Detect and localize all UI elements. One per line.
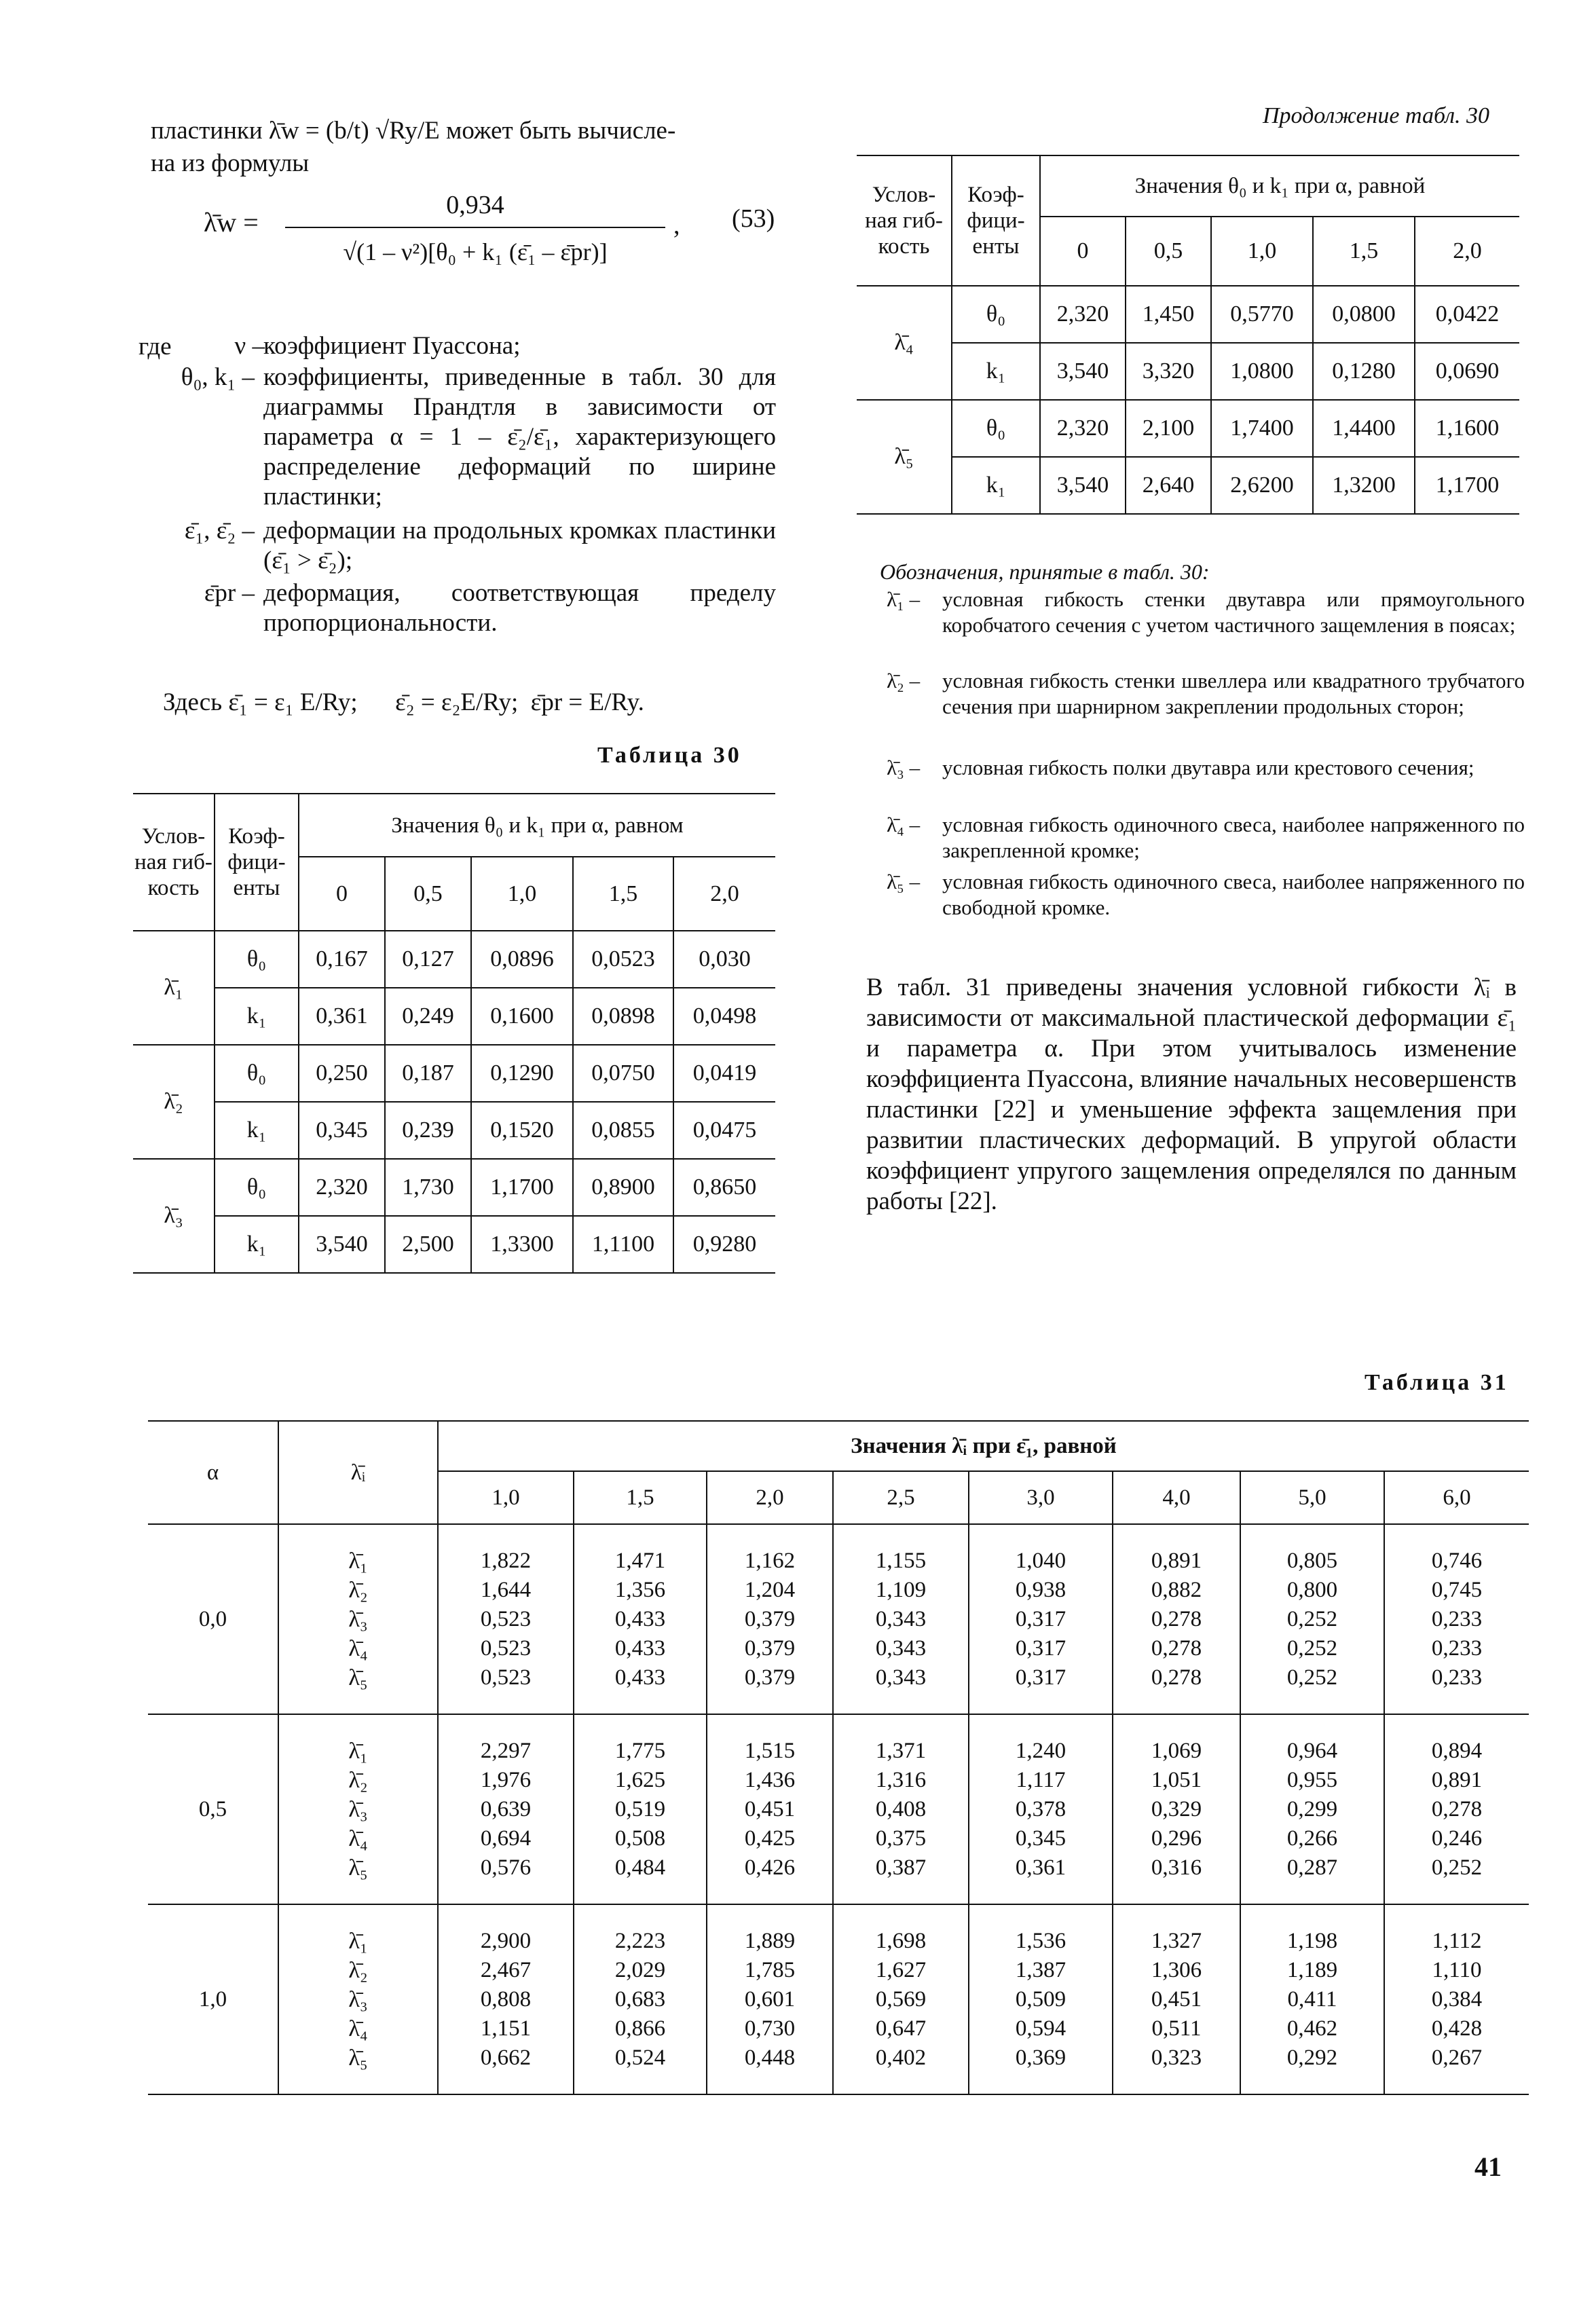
notes-title: Обозначения, принятые в табл. 30: bbox=[880, 559, 1210, 584]
table-cell: 0,0475 bbox=[673, 1102, 775, 1159]
table-cell: 0,9280 bbox=[673, 1216, 775, 1273]
table-cell: 0,030 bbox=[673, 931, 775, 988]
intro-line-1: пластинки λ̄w = (b/t) √Ry/E может быть вычисле- bbox=[151, 117, 676, 145]
coef-label: θ₀ bbox=[215, 1045, 299, 1102]
table-cell: 0,746 0,745 0,233 0,233 0,233 bbox=[1384, 1524, 1529, 1714]
header-alpha: 1,5 bbox=[1313, 217, 1415, 286]
table-cell: 0,0498 bbox=[673, 988, 775, 1045]
table31-caption: Таблица 31 bbox=[1365, 1370, 1509, 1395]
header-eps: 5,0 bbox=[1240, 1471, 1384, 1524]
table-cell: 0,1280 bbox=[1313, 343, 1415, 400]
table-cell: 2,223 2,029 0,683 0,866 0,524 bbox=[574, 1904, 707, 2094]
slenderness-label: λ̄₄ bbox=[857, 286, 952, 400]
definition-item: ε̄pr – деформация, соответствующая пределу пропорциональности. bbox=[204, 579, 776, 637]
header-alpha: 1,0 bbox=[471, 857, 573, 931]
table-row bbox=[133, 988, 775, 1045]
page-number: 41 bbox=[1474, 2151, 1502, 2182]
table-cell: 0,167 bbox=[299, 931, 385, 988]
note-item: λ̄₅ – условная гибкость одиночного свеса, наиболее напряженного по свободной кромке. bbox=[887, 870, 1525, 919]
table-cell: 1,0800 bbox=[1211, 343, 1313, 400]
table-cell: 2,320 bbox=[1040, 286, 1126, 343]
table-cell: 0,0690 bbox=[1415, 343, 1519, 400]
table-cell: 2,500 bbox=[385, 1216, 471, 1273]
table-cell: 1,698 1,627 0,569 0,647 0,402 bbox=[833, 1904, 969, 2094]
table-cell: 0,0898 bbox=[573, 988, 673, 1045]
table-cell: 1,040 0,938 0,317 0,317 0,317 bbox=[969, 1524, 1113, 1714]
table-cell: 1,162 1,204 0,379 0,379 0,379 bbox=[707, 1524, 833, 1714]
table-cell: 3,320 bbox=[1126, 343, 1211, 400]
table-cell: 1,3200 bbox=[1313, 457, 1415, 514]
table-cell: 0,0523 bbox=[573, 931, 673, 988]
table-cell: 2,6200 bbox=[1211, 457, 1313, 514]
table-cell: 0,891 0,882 0,278 0,278 0,278 bbox=[1113, 1524, 1240, 1714]
table-row bbox=[133, 1102, 775, 1159]
header-alpha: 1,0 bbox=[1211, 217, 1313, 286]
table-row bbox=[148, 1904, 1529, 2094]
table-row bbox=[148, 1714, 1529, 1904]
table30-caption: Таблица 30 bbox=[597, 743, 742, 768]
here-definitions: Здесь ε̄₁ = ε₁ E/Ry; ε̄₂ = ε₂E/Ry; ε̄pr = E/Ry. bbox=[163, 688, 644, 716]
table-cell: 1,822 1,644 0,523 0,523 0,523 bbox=[438, 1524, 574, 1714]
table-cell: 0,239 bbox=[385, 1102, 471, 1159]
header-eps: 2,5 bbox=[833, 1471, 969, 1524]
table-cell: 0,250 bbox=[299, 1045, 385, 1102]
lambda-list: λ̄₁ λ̄₂ λ̄₃ λ̄₄ λ̄₅ bbox=[278, 1714, 438, 1904]
table-cell: 1,198 1,189 0,411 0,462 0,292 bbox=[1240, 1904, 1384, 2094]
coef-label: k₁ bbox=[952, 343, 1040, 400]
table-cell: 0,361 bbox=[299, 988, 385, 1045]
where-label: где bbox=[138, 333, 172, 360]
header-alpha: 0 bbox=[299, 857, 385, 931]
coef-label: k₁ bbox=[215, 1216, 299, 1273]
coef-label: k₁ bbox=[215, 1102, 299, 1159]
table-cell: 1,371 1,316 0,408 0,375 0,387 bbox=[833, 1714, 969, 1904]
table-cell: 3,540 bbox=[299, 1216, 385, 1273]
alpha-value: 0,5 bbox=[148, 1714, 278, 1904]
formula-number: (53) bbox=[732, 204, 775, 233]
table-cell: 2,320 bbox=[1040, 400, 1126, 457]
definition-item: ν – коэффициент Пуассона; bbox=[234, 332, 521, 360]
header-eps: 1,5 bbox=[574, 1471, 707, 1524]
table-cell: 2,100 bbox=[1126, 400, 1211, 457]
table-cell: 1,3300 bbox=[471, 1216, 573, 1273]
table-cell: 0,8650 bbox=[673, 1159, 775, 1216]
table-cell: 0,187 bbox=[385, 1045, 471, 1102]
header-alpha: 2,0 bbox=[673, 857, 775, 931]
coef-label: θ₀ bbox=[952, 286, 1040, 343]
note-item: λ̄₁ – условная гибкость стенки двутавра или прямоугольного коробчатого сечения с учетом частичного защемления в поясах; bbox=[887, 587, 1525, 637]
table-cell: 0,0855 bbox=[573, 1102, 673, 1159]
table-cell: 2,640 bbox=[1126, 457, 1211, 514]
table-cell: 1,515 1,436 0,451 0,425 0,426 bbox=[707, 1714, 833, 1904]
coef-label: θ₀ bbox=[215, 931, 299, 988]
header-alpha: 0 bbox=[1040, 217, 1126, 286]
table-row bbox=[133, 1159, 775, 1216]
header-eps: 6,0 bbox=[1384, 1471, 1529, 1524]
table-cell: 2,900 2,467 0,808 1,151 0,662 bbox=[438, 1904, 574, 2094]
table-cell: 1,1700 bbox=[471, 1159, 573, 1216]
table-30-continuation bbox=[857, 155, 1519, 515]
table-31 bbox=[148, 1420, 1529, 2095]
header-conditional-slenderness: Услов-ная гиб-кость bbox=[857, 155, 952, 286]
table-cell: 0,8900 bbox=[573, 1159, 673, 1216]
coef-label: θ₀ bbox=[952, 400, 1040, 457]
definition-item: ε̄₁, ε̄₂ – деформации на продольных кромках пластинки (ε̄₁ > ε̄₂); bbox=[184, 517, 776, 574]
note-item: λ̄₂ – условная гибкость стенки швеллера или квадратного трубчатого сечения при шарнирном закреплении продольных сторон; bbox=[887, 669, 1525, 718]
table-cell: 2,297 1,976 0,639 0,694 0,576 bbox=[438, 1714, 574, 1904]
note-item: λ̄₃ – условная гибкость полки двутавра или крестового сечения; bbox=[887, 756, 1474, 779]
table-cell: 1,240 1,117 0,378 0,345 0,361 bbox=[969, 1714, 1113, 1904]
table-cell: 1,471 1,356 0,433 0,433 0,433 bbox=[574, 1524, 707, 1714]
header-alpha: 2,0 bbox=[1415, 217, 1519, 286]
table-row bbox=[857, 400, 1519, 457]
table-cell: 1,775 1,625 0,519 0,508 0,484 bbox=[574, 1714, 707, 1904]
header-alpha: 0,5 bbox=[385, 857, 471, 931]
lambda-list: λ̄₁ λ̄₂ λ̄₃ λ̄₄ λ̄₅ bbox=[278, 1524, 438, 1714]
table-cell: 0,0422 bbox=[1415, 286, 1519, 343]
table-row bbox=[857, 286, 1519, 343]
header-values: Значения λ̄ᵢ при ε̄₁, равной bbox=[438, 1421, 1529, 1471]
header-values: Значения θ₀ и k₁ при α, равной bbox=[1040, 155, 1519, 217]
table-cell: 0,0419 bbox=[673, 1045, 775, 1102]
table-row bbox=[133, 1045, 775, 1102]
header-alpha: α bbox=[148, 1421, 278, 1524]
table-cell: 0,894 0,891 0,278 0,246 0,252 bbox=[1384, 1714, 1529, 1904]
table-cell: 1,112 1,110 0,384 0,428 0,267 bbox=[1384, 1904, 1529, 2094]
table-cell: 0,1600 bbox=[471, 988, 573, 1045]
table-cell: 1,155 1,109 0,343 0,343 0,343 bbox=[833, 1524, 969, 1714]
table-cell: 1,4400 bbox=[1313, 400, 1415, 457]
header-conditional-slenderness: Услов-ная гиб-кость bbox=[133, 794, 215, 931]
slenderness-label: λ̄₂ bbox=[133, 1045, 215, 1159]
table-row bbox=[857, 343, 1519, 400]
table-cell: 0,1520 bbox=[471, 1102, 573, 1159]
coef-label: k₁ bbox=[215, 988, 299, 1045]
table-cell: 1,069 1,051 0,329 0,296 0,316 bbox=[1113, 1714, 1240, 1904]
table-cell: 0,5770 bbox=[1211, 286, 1313, 343]
header-values: Значения θ₀ и k₁ при α, равном bbox=[299, 794, 775, 857]
coef-label: k₁ bbox=[952, 457, 1040, 514]
table-cell: 3,540 bbox=[1040, 457, 1126, 514]
alpha-value: 1,0 bbox=[148, 1904, 278, 2094]
table-cell: 1,1100 bbox=[573, 1216, 673, 1273]
alpha-value: 0,0 bbox=[148, 1524, 278, 1714]
table-cell: 0,805 0,800 0,252 0,252 0,252 bbox=[1240, 1524, 1384, 1714]
table-row bbox=[133, 1216, 775, 1273]
table-cell: 1,536 1,387 0,509 0,594 0,369 bbox=[969, 1904, 1113, 2094]
formula-lhs: λ̄w = bbox=[204, 207, 259, 238]
header-lambda: λ̄ᵢ bbox=[278, 1421, 438, 1524]
table-cell: 0,1290 bbox=[471, 1045, 573, 1102]
table-cell: 0,345 bbox=[299, 1102, 385, 1159]
table-cell: 0,0750 bbox=[573, 1045, 673, 1102]
table-cell: 0,0896 bbox=[471, 931, 573, 988]
table-cell: 1,730 bbox=[385, 1159, 471, 1216]
slenderness-label: λ̄₁ bbox=[133, 931, 215, 1045]
slenderness-label: λ̄₃ bbox=[133, 1159, 215, 1273]
header-alpha: 0,5 bbox=[1126, 217, 1211, 286]
table-30 bbox=[133, 793, 775, 1274]
note-item: λ̄₄ – условная гибкость одиночного свеса, наиболее напряженного по закрепленной кромке; bbox=[887, 813, 1525, 862]
table-cell: 1,450 bbox=[1126, 286, 1211, 343]
paragraph-table31-intro: В табл. 31 приведены значения условной гибкости λ̄ᵢ в зависимости от максимальной пластической деформации ε̄₁ и параметра α. При этом учитывалось изменение коэффициента Пуассона, влияние начальных несовершенств пластинки [22] и уменьшение эффекта защемления при развитии пластических деформаций. В упругой области коэффициент упругого защемления определялся по данным работы [22]. bbox=[866, 974, 1517, 1215]
header-eps: 4,0 bbox=[1113, 1471, 1240, 1524]
header-coefficients: Коэф-фици-енты bbox=[952, 155, 1040, 286]
formula-denominator: √(1 – ν²)[θ₀ + k₁ (ε̄₁ – ε̄pr)] bbox=[343, 238, 608, 265]
table-row bbox=[148, 1524, 1529, 1714]
formula-fraction-line bbox=[285, 227, 665, 228]
table-cell: 0,964 0,955 0,299 0,266 0,287 bbox=[1240, 1714, 1384, 1904]
table-cell: 1,889 1,785 0,601 0,730 0,448 bbox=[707, 1904, 833, 2094]
definition-item: θ₀, k₁ – коэффициенты, приведенные в табл. 30 для диаграммы Прандтля в зависимости от параметра α = 1 – ε̄₂/ε̄₁, характеризующего распределение деформаций по ширине пластинки; bbox=[181, 363, 776, 511]
table-cell: 1,7400 bbox=[1211, 400, 1313, 457]
table-cell: 1,1700 bbox=[1415, 457, 1519, 514]
continuation-caption: Продолжение табл. 30 bbox=[1263, 103, 1490, 128]
header-eps: 3,0 bbox=[969, 1471, 1113, 1524]
table-cell: 3,540 bbox=[1040, 343, 1126, 400]
table-cell: 0,249 bbox=[385, 988, 471, 1045]
formula-comma: , bbox=[673, 211, 680, 240]
header-eps: 2,0 bbox=[707, 1471, 833, 1524]
table-cell: 1,327 1,306 0,451 0,511 0,323 bbox=[1113, 1904, 1240, 2094]
table-cell: 0,127 bbox=[385, 931, 471, 988]
table-cell: 2,320 bbox=[299, 1159, 385, 1216]
table-cell: 0,0800 bbox=[1313, 286, 1415, 343]
formula-numerator: 0,934 bbox=[446, 191, 504, 219]
coef-label: θ₀ bbox=[215, 1159, 299, 1216]
slenderness-label: λ̄₅ bbox=[857, 400, 952, 514]
lambda-list: λ̄₁ λ̄₂ λ̄₃ λ̄₄ λ̄₅ bbox=[278, 1904, 438, 2094]
table-cell: 1,1600 bbox=[1415, 400, 1519, 457]
header-alpha: 1,5 bbox=[573, 857, 673, 931]
header-eps: 1,0 bbox=[438, 1471, 574, 1524]
header-coefficients: Коэф-фици-енты bbox=[215, 794, 299, 931]
table-row bbox=[857, 457, 1519, 514]
table-row bbox=[133, 931, 775, 988]
intro-line-2: на из формулы bbox=[151, 149, 310, 177]
